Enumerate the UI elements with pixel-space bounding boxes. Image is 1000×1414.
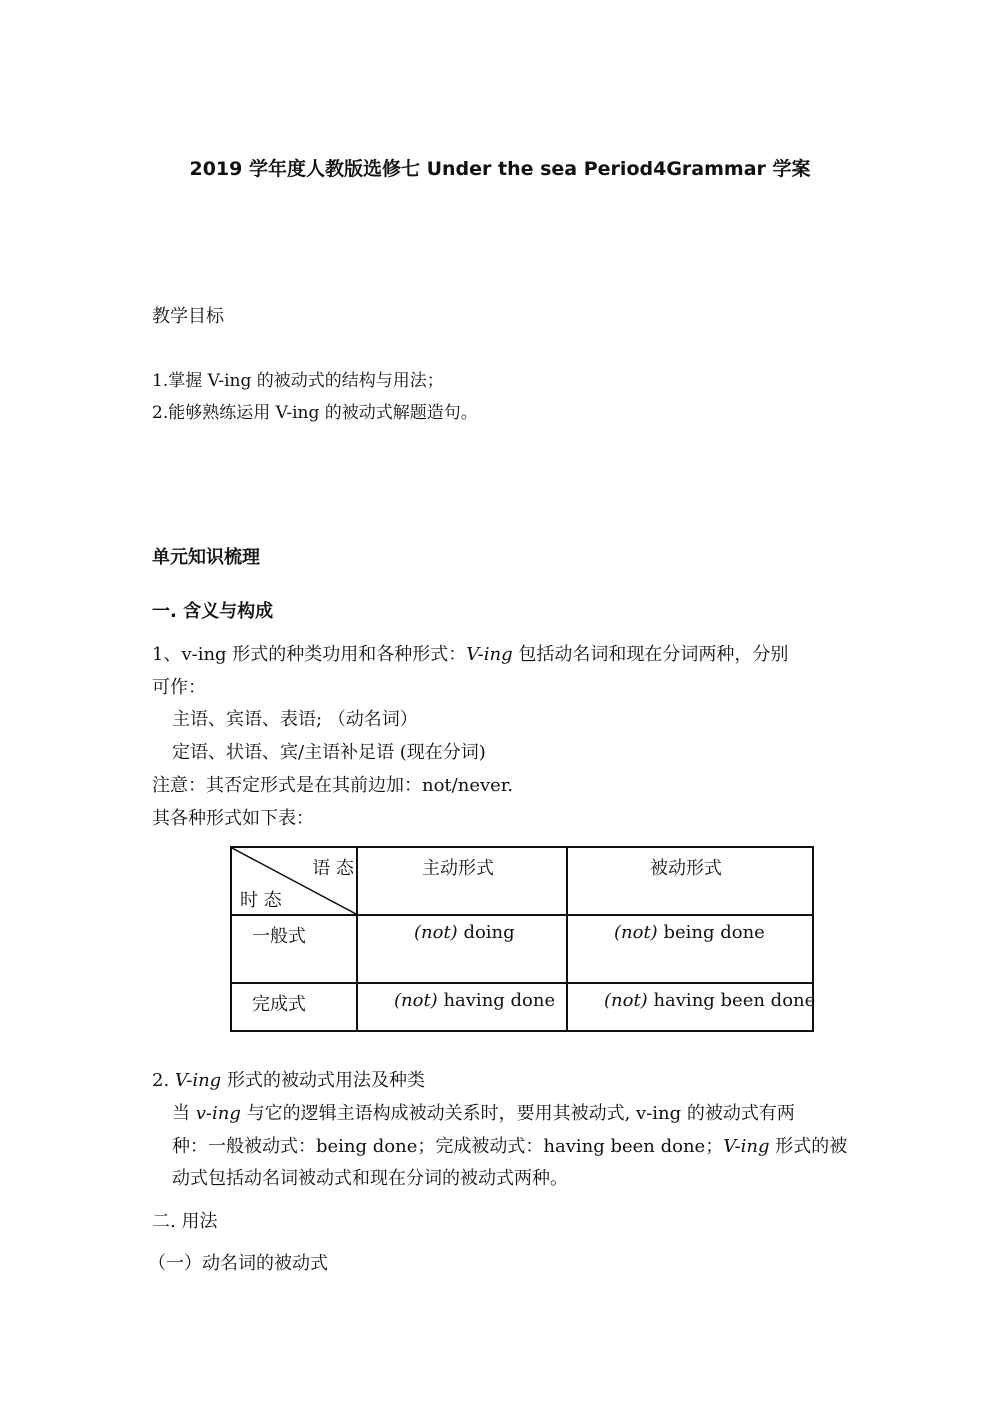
- section-2-heading: 二. 用法: [152, 1211, 218, 1232]
- objective-item-2: 2.能够熟练运用 V-ing 的被动式解题造句。: [152, 403, 478, 423]
- objective-item-1: 1.掌握 V-ing 的被动式的结构与用法；: [152, 371, 444, 391]
- ving-forms-table: [230, 846, 814, 1032]
- subsection-gerund-passive: （一）动名词的被动式: [148, 1253, 328, 1274]
- participle-functions: 定语、状语、宾/主语补足语 (现在分词): [172, 742, 486, 763]
- paragraph-2-line-2: 种：一般被动式：being done；完成被动式：having been done；V-ing 形式的被: [172, 1136, 848, 1157]
- passive-form-header: 被动形式: [650, 858, 722, 879]
- table-row: [231, 915, 813, 983]
- table-intro: 其各种形式如下表：: [152, 808, 314, 829]
- row-label: 完成式: [252, 994, 306, 1015]
- tense-label: 时 态: [240, 890, 282, 911]
- passive-form: (not) being done: [614, 922, 765, 943]
- paragraph-1-line-1: 1、v-ing 形式的种类功用和各种形式：V-ing 包括动名词和现在分词两种，分别: [152, 644, 789, 665]
- active-form-header: 主动形式: [422, 858, 494, 879]
- header-corner-cell: [231, 847, 357, 915]
- paragraph-2-heading: 2. V-ing 形式的被动式用法及种类: [152, 1070, 425, 1091]
- document-title: 2019 学年度人教版选修七 Under the sea Period4Grammar 学案: [189, 158, 811, 180]
- header-active-cell: [357, 847, 567, 915]
- paragraph-1-line-2: 可作：: [152, 677, 206, 698]
- header-passive-cell: [567, 847, 813, 915]
- gerund-functions: 主语、宾语、表语; （动名词）: [172, 709, 418, 730]
- paragraph-2-line-1: 当 v-ing 与它的逻辑主语构成被动关系时，要用其被动式, v-ing 的被动式有两: [172, 1103, 795, 1124]
- row-label: 一般式: [252, 926, 306, 947]
- objectives-heading: 教学目标: [152, 306, 224, 327]
- paragraph-2-line-3: 动式包括动名词被动式和现在分词的被动式两种。: [172, 1168, 568, 1189]
- table-row: [231, 983, 813, 1031]
- active-form: (not) doing: [414, 922, 515, 943]
- section-1-heading: 一. 含义与构成: [152, 601, 274, 622]
- active-form: (not) having done: [394, 990, 556, 1011]
- negation-note: 注意：其否定形式是在其前边加：not/never.: [152, 775, 514, 796]
- voice-label: 语 态: [312, 858, 354, 879]
- passive-form: (not) having been done: [604, 990, 816, 1011]
- knowledge-heading: 单元知识梳理: [152, 547, 260, 568]
